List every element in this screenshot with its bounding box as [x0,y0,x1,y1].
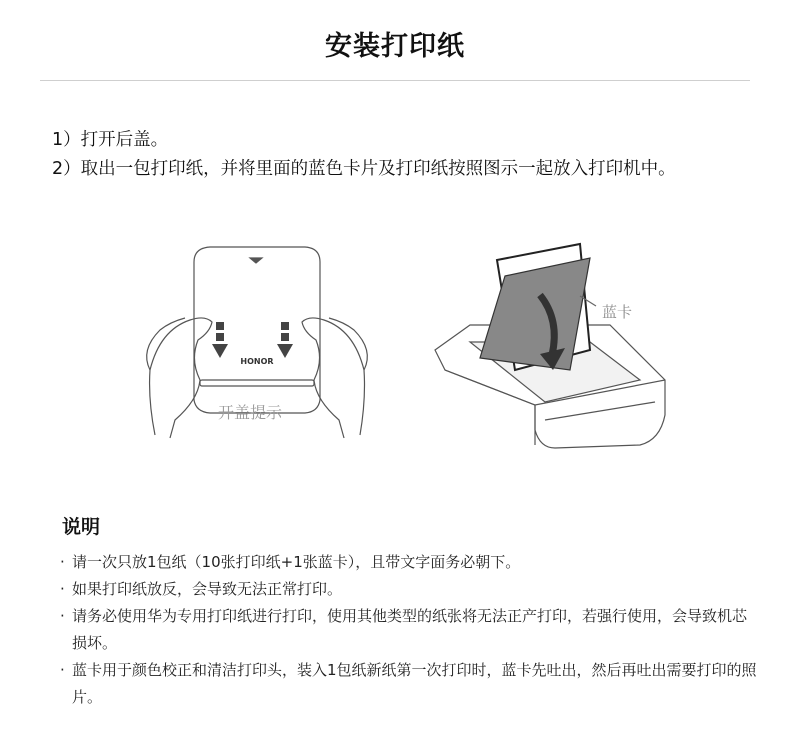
note-text: 蓝卡用于颜色校正和清洁打印头，装入1包纸新纸第一次打印时，蓝卡先吐出，然后再吐出需要打印的照片。 [72,661,757,706]
right-arrow-icon [277,344,293,358]
step-1: 1）打开后盖。 [52,130,169,150]
illustration [0,230,790,460]
printer-loading-figure [435,244,665,448]
blue-card-caption: 蓝卡 [602,303,633,321]
printer-back-cover [194,247,320,413]
bullet: · [60,553,65,571]
bullet: · [60,661,65,679]
note-text: 如果打印纸放反，会导致无法正常打印。 [72,580,343,598]
note-text: 请务必使用华为专用打印纸进行打印，使用其他类型的纸张将无法正产打印，若强行使用，会导致机芯损坏。 [72,607,748,652]
right-hand [302,318,365,438]
open-cover-caption: 开盖提示 [218,403,283,422]
step-2: 2）取出一包打印纸，并将里面的蓝色卡片及打印纸按照图示一起放入打印机中。 [52,159,676,179]
note-item [60,549,760,576]
illustration-svg [0,230,790,460]
note-item [60,603,760,657]
title-divider [40,80,750,81]
note-item [60,576,760,603]
left-arrow-icon [212,344,228,358]
left-hand [150,318,212,438]
page-title: 安装打印纸 [325,31,465,62]
bullet: · [60,580,65,598]
notes-title: 说明 [62,516,101,538]
notes-list [60,549,760,711]
blue-card [480,258,590,370]
note-item [60,657,760,711]
brand-logo: HONOR [240,357,274,366]
bullet: · [60,607,65,625]
note-text: 请一次只放1包纸（10张打印纸+1张蓝卡），且带文字面务必朝下。 [72,553,521,571]
paper-slot [200,380,314,386]
steps-list [52,126,676,184]
